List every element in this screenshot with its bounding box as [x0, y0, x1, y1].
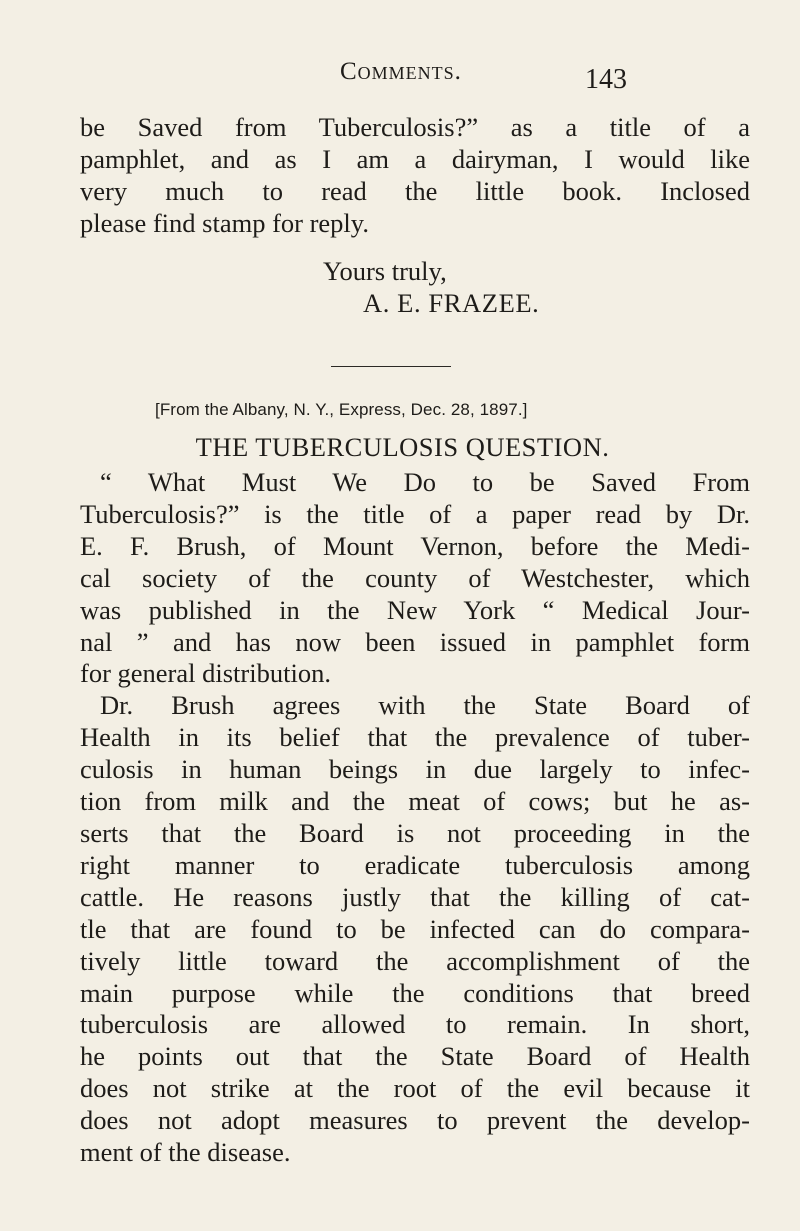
page-number: 143	[585, 64, 627, 95]
text-line: Dr. Brush agrees with the State Board of	[100, 690, 750, 721]
text-line: for general distribution.	[80, 658, 331, 689]
text-line: E. F. Brush, of Mount Vernon, before the Medi-	[80, 530, 750, 561]
text-line: tle that are found to be infected can do compara-	[80, 913, 750, 944]
article-source: [From the Albany, N. Y., Express, Dec. 28, 1897.]	[155, 400, 528, 419]
text-line: ment of the disease.	[80, 1137, 291, 1168]
text-line: pamphlet, and as I am a dairyman, I would like	[80, 143, 750, 174]
text-line: does not strike at the root of the evil because it	[80, 1073, 750, 1104]
article-body	[80, 467, 750, 1169]
letter-closing: Yours truly,	[323, 256, 447, 286]
section-divider	[331, 366, 451, 367]
page-header	[0, 58, 800, 98]
text-line: tively little toward the accomplishment of the	[80, 945, 750, 976]
text-line: does not adopt measures to prevent the develop-	[80, 1105, 750, 1136]
text-line: serts that the Board is not proceeding in the	[80, 817, 750, 848]
text-line: “ What Must We Do to be Saved From	[100, 467, 750, 497]
text-line: right manner to eradicate tuberculosis among	[80, 849, 750, 880]
letter-signature: A. E. FRAZEE.	[363, 288, 540, 318]
letter-body	[80, 112, 750, 240]
text-line: please find stamp for reply.	[80, 207, 369, 238]
text-line: tion from milk and the meat of cows; but he as-	[80, 786, 750, 817]
text-line: culosis in human beings in due largely to infec-	[80, 754, 750, 785]
running-head: Comments.	[340, 58, 462, 85]
text-line: was published in the New York “ Medical Jour-	[80, 594, 750, 625]
text-line: main purpose while the conditions that breed	[80, 977, 750, 1008]
text-line: Tuberculosis?” is the title of a paper read by Dr.	[80, 498, 750, 529]
text-line: cal society of the county of Westchester, which	[80, 562, 750, 593]
text-line: cattle. He reasons justly that the killing of cat-	[80, 881, 750, 912]
text-line: tuberculosis are allowed to remain. In short,	[80, 1009, 750, 1040]
text-line: be Saved from Tuberculosis?” as a title of a	[80, 112, 750, 142]
text-line: nal ” and has now been issued in pamphlet form	[80, 626, 750, 657]
article-title: THE TUBERCULOSIS QUESTION.	[195, 432, 610, 462]
text-line: very much to read the little book. Inclosed	[80, 175, 750, 206]
text-line: he points out that the State Board of Health	[80, 1041, 750, 1072]
text-line: Health in its belief that the prevalence of tuber-	[80, 722, 750, 753]
